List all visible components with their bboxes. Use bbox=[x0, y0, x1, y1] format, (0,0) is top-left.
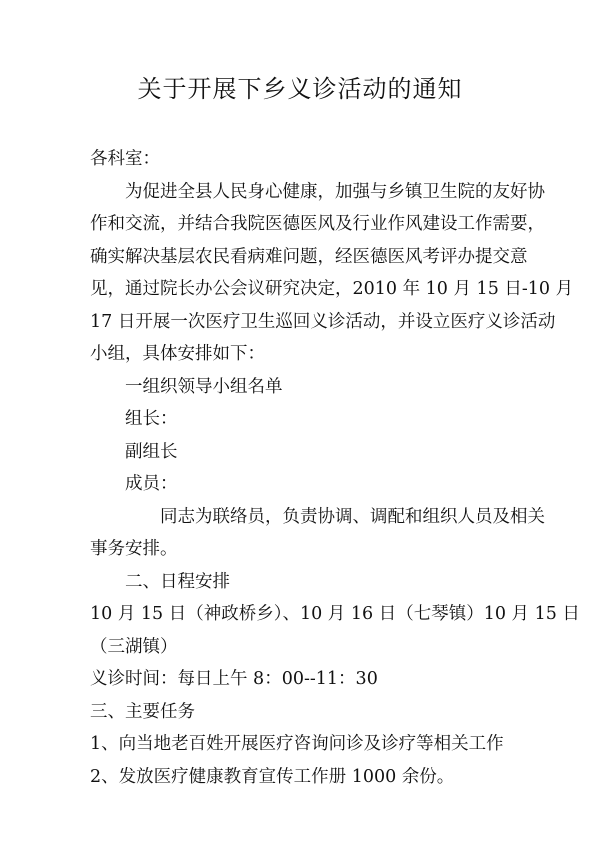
task-item: 2、发放医疗健康教育宣传工作册 1000 余份。 bbox=[90, 766, 455, 787]
leader-label: 组长： bbox=[125, 409, 178, 429]
intro-paragraph bbox=[90, 176, 574, 371]
intro-line: 确实解决基层农民看病难问题，经医德医风考评办提交意 bbox=[90, 246, 528, 267]
deputy-label: 副组长 bbox=[125, 441, 178, 462]
schedule-paragraph bbox=[90, 598, 580, 663]
intro-line: 17 日开展一次医疗卫生巡回义诊活动，并设立医疗义诊活动 bbox=[90, 311, 556, 332]
intro-line: 为促进全县人民身心健康，加强与乡镇卫生院的友好协 bbox=[125, 181, 545, 202]
intro-line: 小组，具体安排如下： bbox=[90, 344, 265, 364]
task-item: 1、向当地老百姓开展医疗咨询问诊及诊疗等相关工作 bbox=[90, 734, 504, 754]
liaison-line: 事务安排。 bbox=[90, 539, 178, 559]
section1-heading: 一组织领导小组名单 bbox=[125, 376, 283, 397]
intro-line: 作和交流，并结合我院医德医风及行业作风建设工作需要， bbox=[90, 214, 545, 234]
clinic-time: 义诊时间：每日上午 8：00--11：30 bbox=[90, 669, 378, 689]
section3-heading: 三、主要任务 bbox=[90, 701, 195, 722]
salutation: 各科室： bbox=[90, 149, 160, 169]
intro-line: 见，通过院长办公会议研究决定，2010 年 10 月 15 日-10 月 bbox=[90, 279, 574, 299]
schedule-line: 10 月 15 日（神政桥乡）、10 月 16 日（七琴镇）10 月 15 日 bbox=[90, 604, 580, 624]
document-title: 关于开展下乡义诊活动的通知 bbox=[137, 75, 463, 103]
member-label: 成员： bbox=[125, 474, 178, 494]
section2-heading: 二、日程安排 bbox=[125, 571, 230, 592]
schedule-line: （三湖镇） bbox=[90, 636, 178, 657]
document-body bbox=[90, 143, 580, 793]
liaison-paragraph bbox=[90, 501, 545, 566]
liaison-line: 同志为联络员，负责协调、调配和组织人员及相关 bbox=[160, 506, 545, 527]
